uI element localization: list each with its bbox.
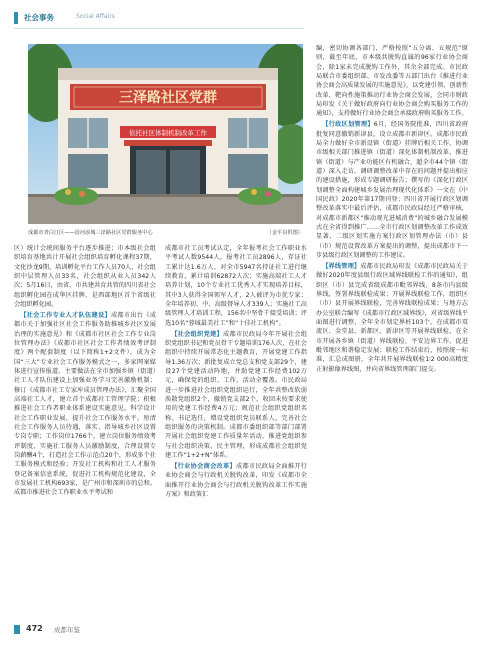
photo-illustration <box>28 44 303 224</box>
header-divider <box>14 28 304 29</box>
subhead: 【社会工作专业人才队伍建设】 <box>20 311 111 319</box>
subhead: 【行政区划管理】 <box>322 121 374 129</box>
right-column <box>316 44 468 618</box>
middle-column <box>165 244 307 618</box>
section-marker <box>14 12 18 24</box>
paragraph: 【行业协会商会改革】成都市民政局全面推开行业协会商会与行政机关脱钩改革，印发《成都市全面推开行业协会商会与行政机关脱钩改革工作实施方案》和政策汇 <box>165 462 307 498</box>
section-header <box>14 9 304 29</box>
subhead: 【行业协会商会改革】 <box>171 462 236 470</box>
paragraph: 【社会工作专业人才队伍建设】成都市出台《成都市关于加强社区社会工作服务助推城乡社区发展治理的实施意见》和《成都市社区社会工作专业岗位管理办法》《成都市社区社会工作者绩效考评制度》两个配套制度（以下简称1+2文件），成为全国“三大”专业社会工作服务模式之一，多家网案媒体进行宣传报道。主要做法在全市加强乡镇（街道）社工人才队伍建设上加强业务学习完善激励机制；修订《成都市社工专家库成员管理办法》，汇聚全国高端社工人才，建立首个成都社工管理学院；积极推进社会工作者职业体系建设实施意见，科学设计社会工作职业发展，提升社会工作服务水平。厘清社会工作服务人员待遇，落实、指导城乡社区设置专岗专职；工作岗位1766个，建立岗位服务绩效考评制度，实施社工服务人员激励制度，合理设置专岗薪酬4个，打造社会工作示范点20个，形成多个社工服务模式和经验；开发社工机构和社工人才服务登记备案信息系统，促进社工机构规范化建设，全市发展社工机构693家，是广州市和深圳市的总和。成都市推进社会工作职业水平考试和 <box>14 311 157 497</box>
caption-text: 成都市青白江区——沿河添城三泽路社区党群服务中心 <box>28 230 153 236</box>
subhead: 【界线管理】 <box>322 262 361 270</box>
notice-board: 依托社区体制机制改革工作 <box>129 129 207 137</box>
photo-credit: （金平县供图） <box>266 230 303 236</box>
paragraph: 【行政区划管理】6月，经国务院批准，四川省政府批复同意撤销新津县，设立成都市新津区。成都市民政局全力做好全市新设镇（街道）挂牌后相关工作，协调市级相关部门推进镇（街道）深化体制机制改革，推进镇（街道）与产业功能区有机融合，超全市44个镇（街道）深入走访，调研调整改革中存在的问题并提出相应的建设措施，形成专题调研报告；撰写的《深化行政区划调整全面构建城乡发展治理现代化体系》一文在《中国民政》2020年第17期刊登；四川省开展行政区划调整改革落实中最后评估，成都市民政局经过严格审核，对成都市新都区“推动观光进城消费”的城乡融合发展模式在全省得到推广……全市行政区划调整改革工作成效显著，二级区划实施方案行政区划管理办法（市）县（市）规范设置改革方案提出的调整，提出成都市下一步县级行政区划调整的工作建议。 <box>316 121 469 260</box>
paragraph: 成都市社工员考试认定，全年报考社会工作职业水平考试人数9544人，报考社工员2896人，存证社工累计达1.6万人，对全市5947名持证社工进行继续教育，累计培训62872人次；实施高端社工人才培养计划，10个专业社工优秀人才实现培养目标，其中3人获得全国领军人才，2人被评为市优专家；全年培养初、中、高级督导人才339人；实施社工高级管理人才培训工程，156名中坚骨干接受培训；评选10名“蓉城最美社工”和“十佳社工机构”。 <box>165 245 307 327</box>
paragraph: 【界线管理】成都市民政局印发《成都市民政局关于做好2020年度县级行政区域界线联检工作的通知》，组织区（市）县完成省级成都市毗邻界线、8条市内县级界线，签署界线联检成果；开展界线联检工作，组织区（市）县开展界线联检，完善界线联检成果；与地方志办公室联合编写《成都市行政区域界线》，对省级界线平面图进行调整，全年全市划定界桩103个，在成都市双流区、金堂县、新都区、新津区等开展界线联检，在全市开展各乡镇（街道）界线联检、平安边界工作，促进毗邻地区和谐稳定发展；联检工作结束后，按照统一标准，汇总成图册，全年共开展界线联检1∶2 000高精度正射影像界线图，并向省界线管理部门提交。 <box>316 262 469 373</box>
section-title: 社会事务 <box>24 13 54 22</box>
page-marker <box>14 625 20 634</box>
page-footer <box>14 623 214 637</box>
page-number: 472 <box>26 624 43 633</box>
community-center-photo <box>28 44 303 224</box>
magazine-name: 成都年鉴 <box>54 626 80 634</box>
building-sign: 三泽路社区党群 <box>119 90 217 106</box>
section-title-en: Social Affairs <box>76 13 115 20</box>
left-column <box>14 244 156 618</box>
paragraph: 编，密切协调各部门，严格按照“五分离、五规范”原则，截至年底，市本级共脱钩直属的96家行业协会商会，除1家未完成脱钩工作外，其余全部完成。市民政局联合市委组织部、市发改委等五部门出台《推进行业协会商会高质量发展的实施意见》，以党建引领、创新性改革、靶向性施策推动行业协会商会发展，会同市财政局印发《关于做好政府向行业协会商会购买服务工作的通知》，支持做好行业协会商会承接政府购买服务工作。 <box>316 45 468 118</box>
subhead: 【社会组织党建】 <box>171 330 224 338</box>
photo-caption <box>28 228 303 238</box>
paragraph: 【社会组织党建】成都市民政局今年开展社会组织党组织书记和党员骨干专题培训176人次，在社会组织中持续开展常态化主题教育，开展党建工作指导1.36万次；新批复成立党总支和党支部29个，建设27个党建活动阵地，并助党建工作经费102万元，确保党的组织、工作、活动全覆盖。市民政局进一步推进社会组织党组织运行，全年共整改软弱涣散党组织2个，撤销党支部2个，收回未按要求使用的党建工作经费4万元；规范社会组织党组织名称、书记选任，增设党组织党员联系人，完善社会组织服务的决策机制。成都市委组织部等部门部署开展社会组织党建工作质量年活动，推进党组织参与社会组织决策、民主管理，形成成都社会组织党建工作“1+2+N”体系。 <box>165 330 308 460</box>
paragraph: 区）统计会统间服务平台逐步推进；市本级社会组织培育基地共计开展社会组织培育孵化课程37期，文化沙龙9期，培训孵化平台工作人员70人，社会组织中层管理人员33名，社会组织从业人员342人次；5月16日，由省、市共建共育共管的四川省社会组织孵化园在成华区挂牌，是西部地区首个省级社会组织孵化园。 <box>14 245 156 309</box>
